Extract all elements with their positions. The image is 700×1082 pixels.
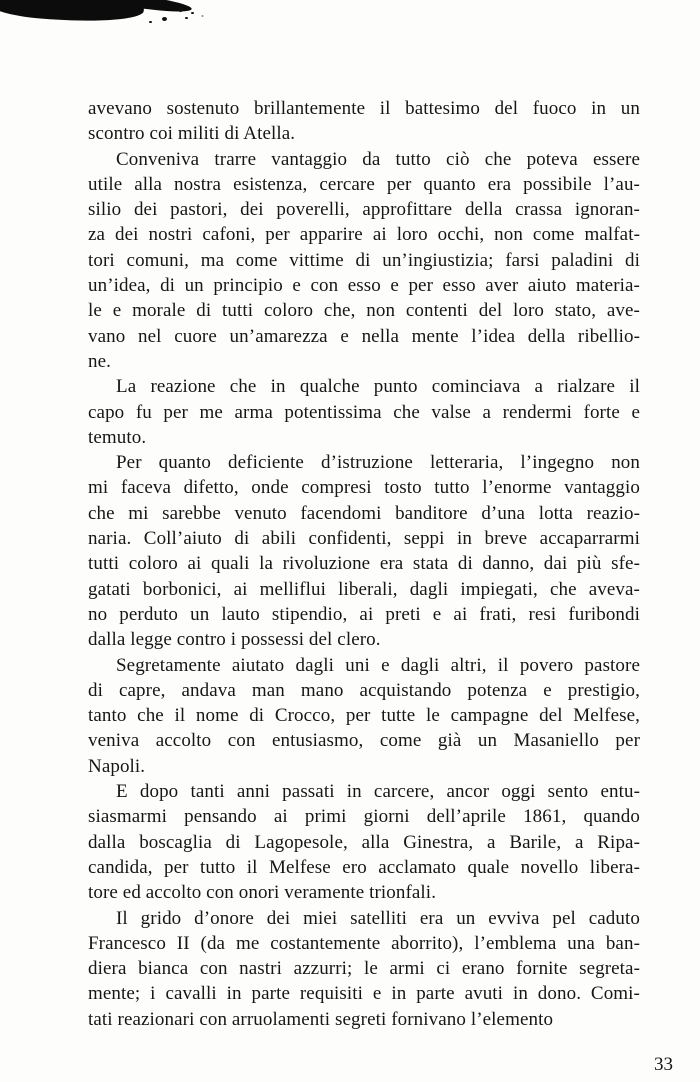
page-number: 33 xyxy=(654,1054,673,1075)
text-line: tati reazionari con arruolamenti segreti fornivano l’elemento xyxy=(88,1008,554,1030)
text-line: tutti coloro ai quali la rivoluzione era stata di danno, dai più sfe- xyxy=(88,553,640,575)
text-line: diera bianca con nastri azzurri; le armi ci erano fornite segreta- xyxy=(88,958,640,980)
paragraph xyxy=(88,374,640,450)
paragraph xyxy=(88,906,640,1032)
text-line: mi faceva difetto, onde compresi tosto tutto l’enorme vantaggio xyxy=(88,477,640,499)
text-line: dalla boscaglia di Lagopesole, alla Ginestra, a Barile, a Ripa- xyxy=(88,831,640,853)
text-block xyxy=(88,96,640,1032)
text-line: utile alla nostra esistenza, cercare per quanto era possibile l’au- xyxy=(88,173,640,195)
text-line: ne. xyxy=(88,350,111,372)
text-line: dalla legge contro i possessi del clero. xyxy=(88,629,381,651)
paragraph xyxy=(88,779,640,905)
text-line: siasmarmi pensando ai primi giorni dell’aprile 1861, quando xyxy=(88,806,640,828)
text-line: le e morale di tutti coloro che, non contenti del loro stato, ave- xyxy=(88,300,640,322)
text-line: silio dei pastori, dei poverelli, approfittare della crassa ignoran- xyxy=(88,199,640,221)
text-line: veniva accolto con entusiasmo, come già un Masaniello per xyxy=(88,730,640,752)
text-line: naria. Coll’aiuto di abili confidenti, seppi in breve accaparrarmi xyxy=(88,528,640,550)
text-line: scontro coi militi di Atella. xyxy=(88,123,296,145)
text-line: di capre, andava man mano acquistando potenza e prestigio, xyxy=(88,679,640,701)
text-line: Segretamente aiutato dagli uni e dagli altri, il povero pastore xyxy=(116,654,640,676)
text-line: tanto che il nome di Crocco, per tutte le campagne del Melfese, xyxy=(88,705,640,727)
text-line: La reazione che in qualche punto cominciava a rialzare il xyxy=(116,376,640,398)
text-line: E dopo tanti anni passati in carcere, ancor oggi sento entu- xyxy=(116,781,640,803)
text-line: Napoli. xyxy=(88,755,146,777)
text-line: un’idea, di un principio e con esso e per esso aver aiuto materia- xyxy=(88,275,640,297)
paragraph xyxy=(88,147,640,375)
text-line: mente; i cavalli in parte requisiti e in parte avuti in dono. Comi- xyxy=(88,983,640,1005)
text-line: candida, per tutto il Melfese ero acclamato quale novello libera- xyxy=(88,856,640,878)
text-line: tori comuni, ma come vittime di un’ingiustizia; farsi paladini di xyxy=(88,249,640,271)
text-line: Il grido d’onore dei miei satelliti era un evviva pel caduto xyxy=(116,907,640,929)
text-line: gatati borbonici, ai melliflui liberali, dagli impiegati, che aveva- xyxy=(88,578,640,600)
smudge-specks xyxy=(178,8,183,12)
text-line: avevano sostenuto brillantemente il battesimo del fuoco in un xyxy=(88,98,640,119)
paragraph xyxy=(88,96,640,147)
text-line: tore ed accolto con onori veramente trionfali. xyxy=(88,882,437,904)
text-line: Francesco II (da me costantemente aborrito), l’emblema una ban- xyxy=(88,932,640,954)
text-line: za dei nostri cafoni, per apparire ai loro occhi, non come malfat- xyxy=(88,224,640,246)
smudge-blob xyxy=(0,0,145,24)
text-line: no perduto un lauto stipendio, ai preti e ai frati, resi furibondi xyxy=(88,603,640,625)
text-line: temuto. xyxy=(88,426,147,448)
paragraph xyxy=(88,450,640,652)
text-line: capo fu per me arma potentissima che valse a rendermi forte e xyxy=(88,401,640,423)
paragraph xyxy=(88,653,640,779)
text-line: che mi sarebbe venuto facendomi banditore d’una lotta reazio- xyxy=(88,502,640,524)
ink-smudge-artifact xyxy=(0,0,220,40)
text-line: Conveniva trarre vantaggio da tutto ciò che poteva essere xyxy=(116,148,640,170)
smudge-tail xyxy=(118,0,193,14)
text-line: Per quanto deficiente d’istruzione letteraria, l’ingegno non xyxy=(116,452,640,474)
text-line: vano nel cuore un’amarezza e nella mente l’idea della ribellio- xyxy=(88,325,640,347)
